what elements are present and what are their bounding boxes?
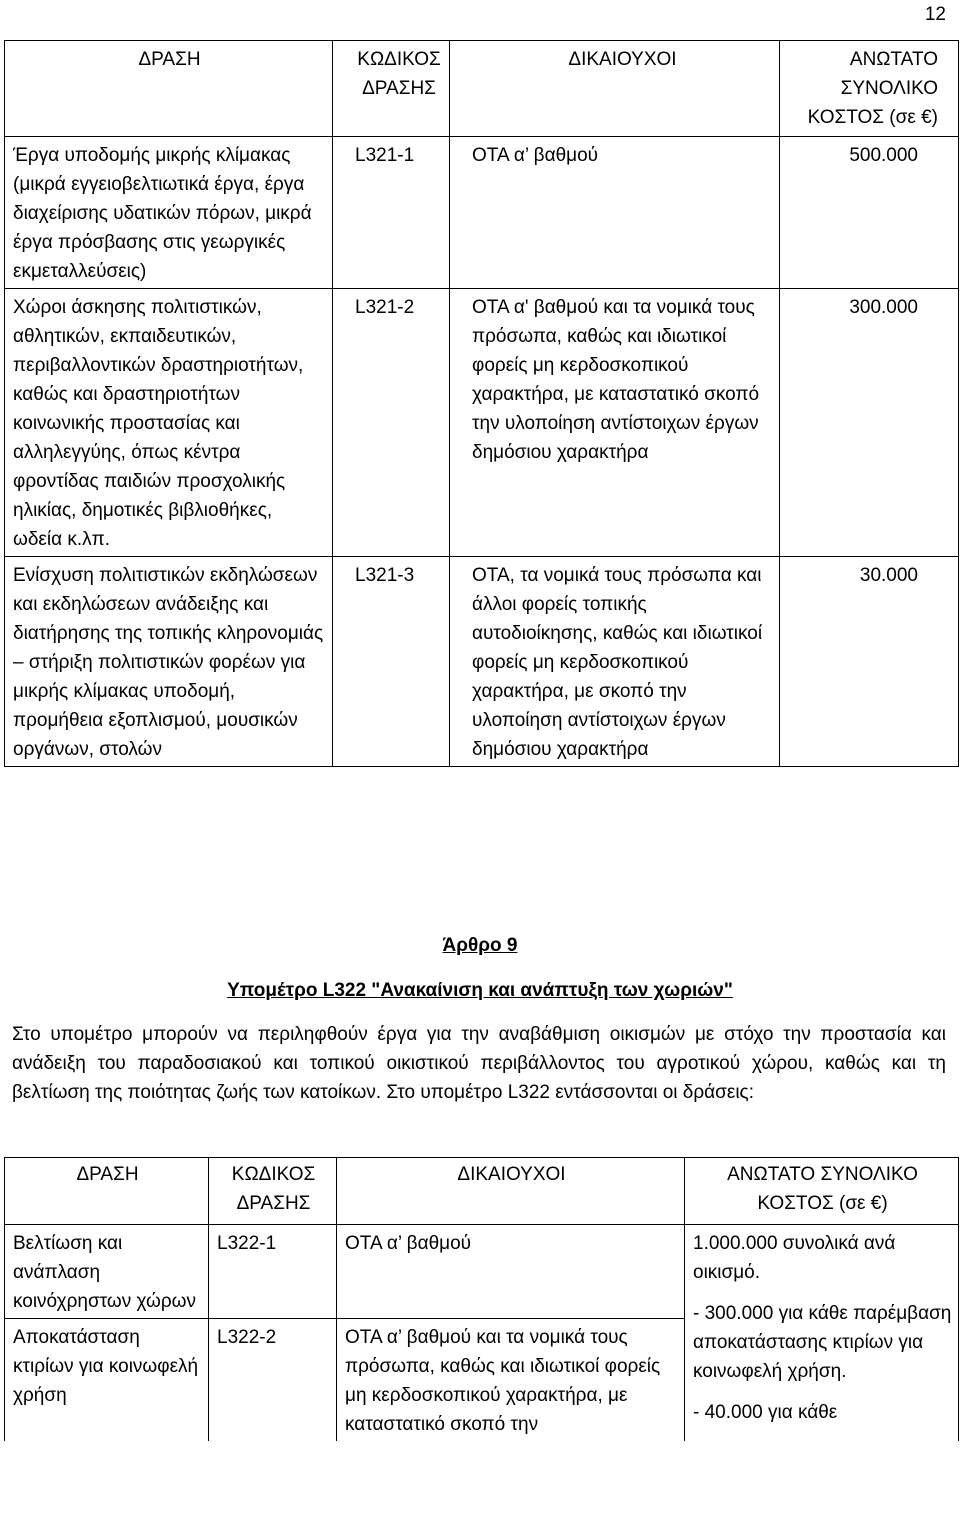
table-header-row [5, 41, 959, 137]
cost-line: - 40.000 για κάθε [693, 1402, 838, 1423]
cell-code: L321-1 [333, 137, 450, 289]
cell-action: Βελτίωση και ανάπλαση κοινόχρηστων χώρων [5, 1225, 209, 1319]
cell-action: Αποκατάσταση κτιρίων για κοινωφελή χρήση [5, 1319, 209, 1442]
article-title: Υπομέτρο L322 "Ανακαίνιση και ανάπτυξη των χωριών" [227, 980, 733, 1001]
cell-code: L322-2 [209, 1319, 337, 1442]
cell-code: L321-3 [333, 557, 450, 767]
table-row [5, 1225, 959, 1319]
cell-cost: 500.000 [780, 137, 959, 289]
cell-cost: 300.000 [780, 289, 959, 557]
cell-action: Ενίσχυση πολιτιστικών εκδηλώσεων και εκδηλώσεων ανάδειξης και διατήρησης της τοπικής κληρονομιάς – στήριξη πολιτιστικών φορέων για μικρής κλίμακας υποδομή, προμήθεια εξοπλισμού, μουσικών οργάνων, στολών [5, 557, 333, 767]
cell-beneficiaries: ΟΤΑ α’ βαθμού [337, 1225, 685, 1319]
header-beneficiaries: ΔΙΚΑΙΟΥΧΟΙ [450, 41, 780, 137]
header-cost: ΑΝΩΤΑΤΟ ΣΥΝΟΛΙΚΟ ΚΟΣΤΟΣ (σε €) [685, 1158, 959, 1225]
cell-beneficiaries: ΟΤΑ α' βαθμού και τα νομικά τους πρόσωπα, καθώς και ιδιωτικοί φορείς μη κερδοσκοπικού χαρακτήρα, με καταστατικό σκοπό την υλοποίηση αντίστοιχων έργων δημόσιου χαρακτήρα [450, 289, 780, 557]
cell-beneficiaries: ΟΤΑ α’ βαθμού [450, 137, 780, 289]
header-action: ΔΡΑΣΗ [5, 1158, 209, 1225]
cell-beneficiaries: ΟΤΑ, τα νομικά τους πρόσωπα και άλλοι φορείς τοπικής αυτοδιοίκησης, καθώς και ιδιωτικοί φορείς μη κερδοσκοπικού χαρακτήρα, με σκοπό την υλοποίηση αντίστοιχων έργων δημόσιου χαρακτήρα [450, 557, 780, 767]
table-row [5, 557, 959, 767]
cell-cost [685, 1225, 959, 1442]
cell-cost: 30.000 [780, 557, 959, 767]
article-paragraph: Στο υπομέτρο μπορούν να περιληφθούν έργα για την αναβάθμιση οικισμών με στόχο την προστασία και ανάδειξη του παραδοσιακού και τοπικού οικιστικού περιβάλλοντος του αγροτικού χώρου, καθώς και τη βελτίωση της ποιότητας ζωής των κατοίκων. Στο υπομέτρο L322 εντάσσονται οι δράσεις: [12, 1024, 946, 1103]
actions-table-l322 [4, 1157, 959, 1441]
page-number: 12 [924, 4, 946, 25]
header-code: ΚΩΔΙΚΟΣ ΔΡΑΣΗΣ [333, 41, 450, 137]
cell-action: Έργα υποδομής μικρής κλίμακας (μικρά εγγειοβελτιωτικά έργα, έργα διαχείρισης υδατικών πόρων, μικρά έργα πρόσβασης στις γεωργικές εκμεταλλεύσεις) [5, 137, 333, 289]
cell-code: L321-2 [333, 289, 450, 557]
article-number: Άρθρο 9 [442, 935, 518, 956]
table-row [5, 289, 959, 557]
table-header-row [5, 1158, 959, 1225]
header-cost: ΑΝΩΤΑΤΟ ΣΥΝΟΛΙΚΟ ΚΟΣΤΟΣ (σε €) [780, 41, 959, 137]
cost-line: - 300.000 για κάθε παρέμβαση αποκατάστασης κτιρίων για κοινωφελή χρήση. [693, 1303, 952, 1382]
actions-table-l321 [4, 40, 959, 767]
header-code: ΚΩΔΙΚΟΣ ΔΡΑΣΗΣ [209, 1158, 337, 1225]
cell-action: Χώροι άσκησης πολιτιστικών, αθλητικών, εκπαιδευτικών, περιβαλλοντικών δραστηριοτήτων, καθώς και δραστηριοτήτων κοινωνικής προστασίας και αλληλεγγύης, όπως κέντρα φροντίδας παιδιών προσχολικής ηλικίας, δημοτικές βιβλιοθήκες, ωδεία κ.λπ. [5, 289, 333, 557]
cell-code: L322-1 [209, 1225, 337, 1319]
header-action: ΔΡΑΣΗ [5, 41, 333, 137]
header-beneficiaries: ΔΙΚΑΙΟΥΧΟΙ [337, 1158, 685, 1225]
table-row [5, 137, 959, 289]
cost-line: 1.000.000 συνολικά ανά οικισμό. [693, 1233, 896, 1283]
cell-beneficiaries: ΟΤΑ α’ βαθμού και τα νομικά τους πρόσωπα, καθώς και ιδιωτικοί φορείς μη κερδοσκοπικού χαρακτήρα, με καταστατικό σκοπό την [337, 1319, 685, 1442]
